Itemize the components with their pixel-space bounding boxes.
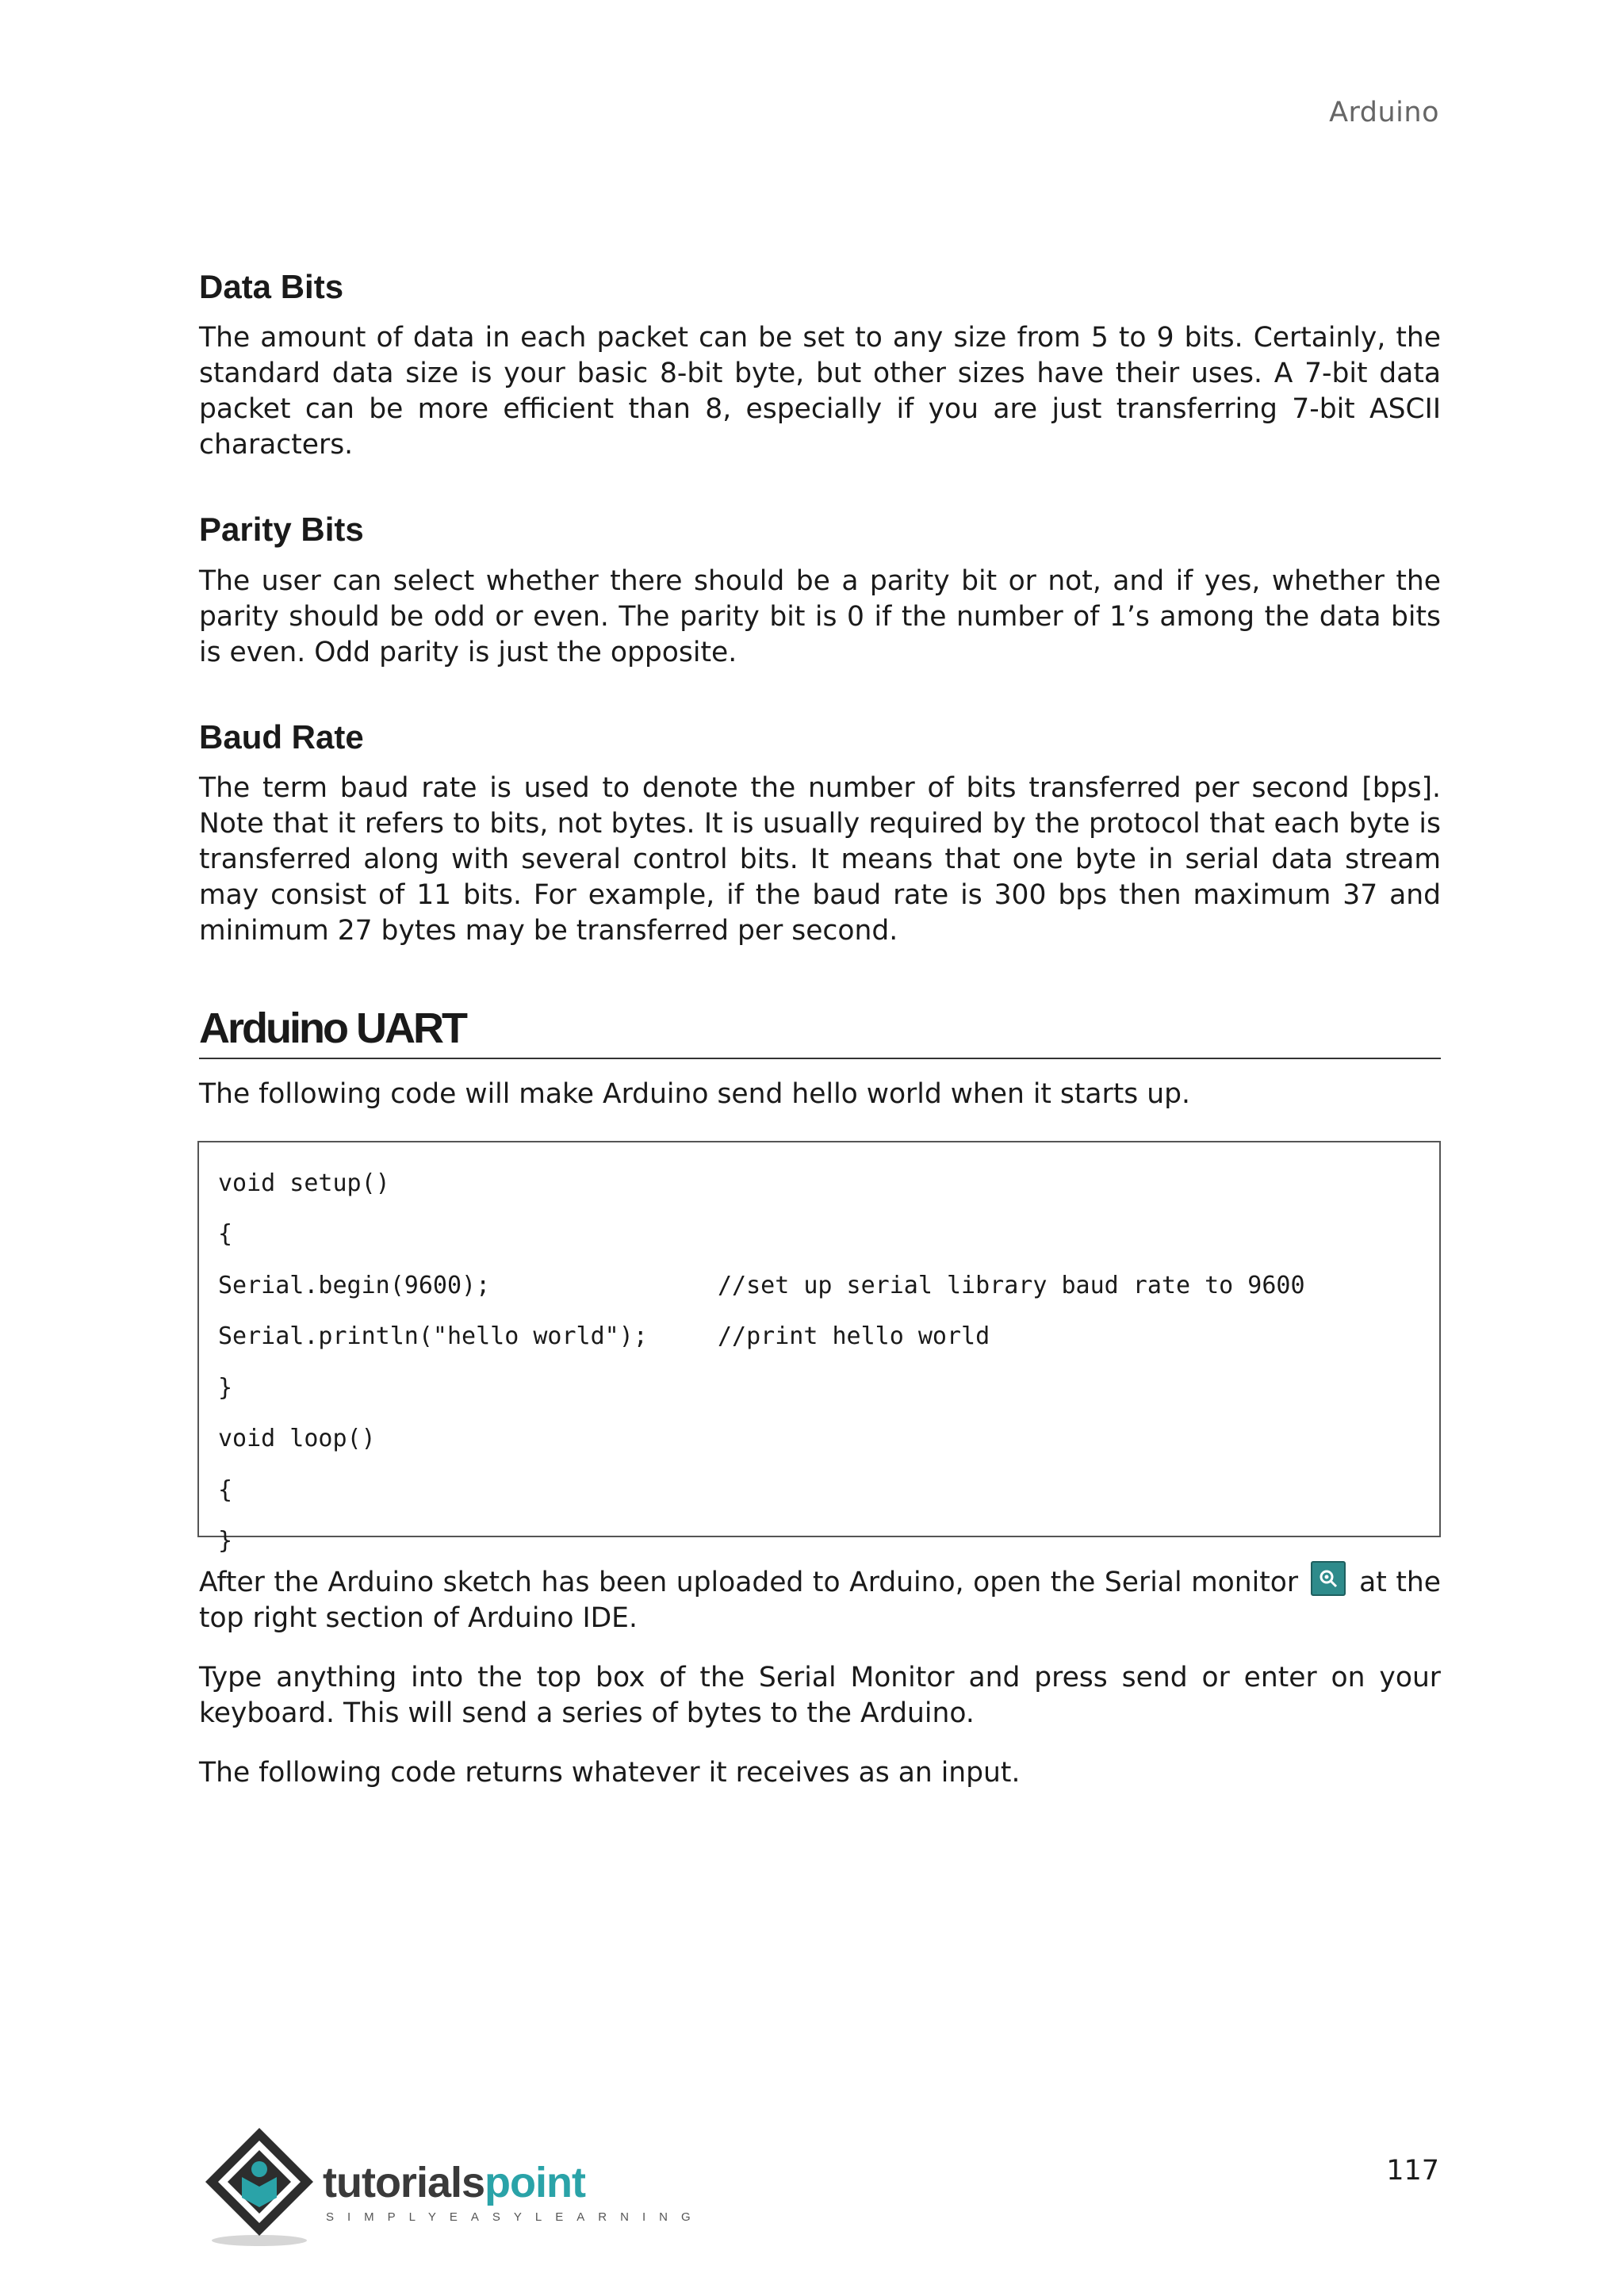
code-line: [218, 1209, 1420, 1261]
tutorialspoint-logo: [196, 2117, 704, 2260]
code-line: [218, 1414, 1420, 1465]
logo-diamond-icon: [196, 2122, 323, 2248]
heading-arduino-uart: Arduino UART: [199, 1003, 1441, 1059]
code-line: [218, 1261, 1420, 1312]
code-statement: Serial.begin(9600);: [218, 1271, 491, 1299]
paragraph-type-anything: Type anything into the top box of the Serial Monitor and press send or enter on your keyboard. This will send a series of bytes to the Arduino.: [199, 1661, 1441, 1729]
code-statement: {: [218, 1220, 233, 1249]
heading-data-bits: Data Bits: [199, 268, 344, 305]
heading-baud-rate: Baud Rate: [199, 718, 364, 756]
serial-monitor-icon: [1311, 1561, 1346, 1596]
paragraph-uart-intro: The following code will make Arduino send hello world when it starts up.: [199, 1077, 1190, 1110]
code-statement: }: [218, 1373, 233, 1402]
code-line: [218, 1311, 1420, 1363]
code-statement: }: [218, 1527, 233, 1556]
code-statement: void loop(): [218, 1425, 376, 1453]
paragraph-data-bits: The amount of data in each packet can be set to any size from 5 to 9 bits. Certainly, the standard data size is your basic 8-bit byte, but other sizes have their uses. A 7-bit data packet can be more efficient than 8, especially if you are just transferring 7-bit ASCII characters.: [199, 322, 1441, 461]
brand-tagline: SIMPLYEASYLEARNING: [326, 2210, 704, 2224]
page-number: 117: [1386, 2155, 1439, 2187]
after-code-text-end: at the top right section of Arduino IDE.: [199, 1566, 1441, 1634]
code-statement: void setup(): [218, 1169, 390, 1197]
code-statement: Serial.println("hello world");: [218, 1322, 648, 1351]
paragraph-parity-bits: The user can select whether there should be a parity bit or not, and if yes, whether the parity should be odd or even. The parity bit is 0 if the number of 1’s among the data bits is even. Odd parity is just the opposite.: [199, 564, 1441, 668]
code-line: [218, 1363, 1420, 1414]
code-comment: //set up serial library baud rate to 9600: [718, 1271, 1305, 1299]
code-statement: {: [218, 1475, 233, 1504]
paragraph-after-code: [199, 1561, 1441, 1636]
brand-wordmark: tutorialspoint: [323, 2159, 585, 2206]
page-content: [199, 268, 1441, 1791]
code-comment: //print hello world: [718, 1322, 990, 1351]
code-block: [197, 1141, 1441, 1556]
after-code-text-start: After the Arduino sketch has been uploaded to Arduino, open the Serial monitor: [199, 1566, 1299, 1598]
paragraph-baud-rate: The term baud rate is used to denote the number of bits transferred per second [bps]. Note that it refers to bits, not bytes. It is usually required by the protocol that each byte is transferred along with several control bits. It means that one byte in serial data stream may consist of 11 bits. For example, if the baud rate is 300 bps then maximum 37 and minimum 27 bytes may be transferred per second.: [199, 771, 1441, 947]
paragraph-returns: The following code returns whatever it receives as an input.: [199, 1756, 1021, 1789]
code-line: [218, 1516, 1420, 1567]
code-line: [218, 1158, 1420, 1210]
running-header: Arduino: [1329, 97, 1439, 128]
heading-parity-bits: Parity Bits: [199, 511, 364, 549]
code-line: [218, 1465, 1420, 1517]
